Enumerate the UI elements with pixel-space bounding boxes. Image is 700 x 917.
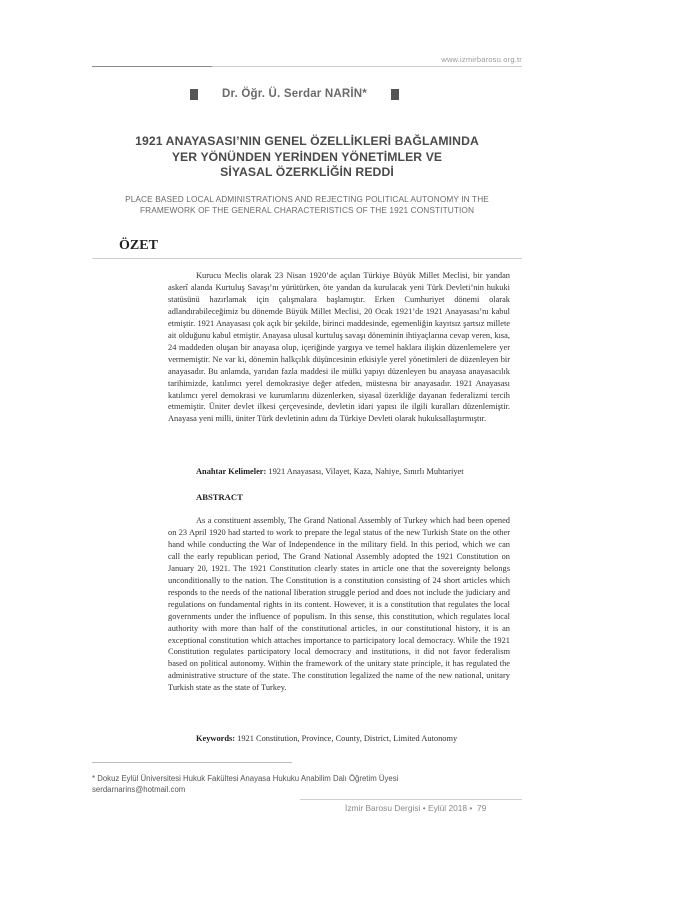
article-title xyxy=(92,134,522,181)
subtitle-line-2: FRAMEWORK OF THE GENERAL CHARACTERISTICS OF THE 1921 CONSTITUTION xyxy=(139,205,475,215)
title-line-3: SİYASAL ÖZERKLİĞİN REDDİ xyxy=(220,165,394,179)
left-square-icon xyxy=(190,89,198,100)
subtitle-line-1: PLACE BASED LOCAL ADMINISTRATIONS AND REJECTING POLITICAL AUTONOMY IN THE xyxy=(125,194,489,204)
abstract-paragraph xyxy=(168,515,510,694)
abstract-keywords xyxy=(196,734,457,743)
footnote-affiliation: * Dokuz Eylül Üniversitesi Hukuk Fakültesi Anayasa Hukuku Anabilim Dalı Öğretim Üyesi xyxy=(92,774,399,783)
header-rule-accent xyxy=(92,66,212,67)
ozet-heading: ÖZET xyxy=(119,238,158,253)
author-row xyxy=(190,87,399,101)
abstract-heading: ABSTRACT xyxy=(196,492,243,502)
page-number: 79 xyxy=(477,803,487,813)
footer-rule xyxy=(300,799,522,800)
abstract-body: As a constituent assembly, The Grand National Assembly of Turkey which had been opened on 23 April 1920 had started to work to prepare the legal status of the new Turkish State on the other hand while conducting the War of Independence in the military field. In this period, which we can call the early republican period, The Grand National Assembly adopted the 1921 Constitution on January 20, 1921. The 1921 Constitution clearly states in article one that the sovereignty belongs unconditionally to the nation. The Constitution is a constitution consisting of 24 short articles which responds to the needs of the national liberation struggle period and does not include the judiciary and regulations on fundamental rights in its content. However, it is a constitution that regulates the local governments under the influence of populism. In this sense, this constitution, which regulates local authority with more than half of the constitutional articles, in our constitutional history, it is an exceptional constitution which attaches importance to participatory local democracy. While the 1921 Constitution regulates participatory local democracy and institutions, it did not favor federalism based on political autonomy. Within the framework of the unitary state principle, it has regulated the administrative structure of the state. The constitution legalized the name of the new national, unitary Turkish state as the state of Turkey. xyxy=(168,516,510,693)
footnote-rule xyxy=(92,762,292,763)
ozet-keywords xyxy=(196,467,464,476)
right-square-icon xyxy=(391,89,399,100)
title-line-2: YER YÖNÜNDEN YERİNDEN YÖNETİMLER VE xyxy=(171,149,443,164)
abstract-keywords-label: Keywords: xyxy=(196,734,236,743)
ozet-rule xyxy=(92,258,522,259)
ozet-body: Kurucu Meclis olarak 23 Nisan 1920’de açılan Türkiye Büyük Millet Meclisi, bir yandan askerî alanda Kurtuluş Savaşı’nı yürütürken, öte yandan da kurulacak yeni Türk Devleti’nin hukuki statüsünü hazırlamak için çalışmalara başlamıştır. Erken Cumhuriyet dönemi olarak adlandırabileceğimiz bu dönemde Büyük Millet Meclisi, 20 Ocak 1921’de 1921 Anayasası’nı kabul etmiştir. 1921 Anayasası çok açık bir şekilde, birinci maddesinde, egemenliğin kayıtsız şartsız millete ait olduğunu kabul etmiştir. Anayasa ulusal kurtuluş savaşı döneminin ihtiyaçlarına cevap veren, kısa, 24 maddeden oluşan bir anayasa olup, içeriğinde yargıya ve temel haklara ilişkin düzenlemelere yer vermemiştir. Ne var ki, dönemin halkçılık düşüncesinin etkisiyle yerel yönetimleri de düzenleyen bir anayasadır. Bu anlamda, yarıdan fazla maddesi ile mülki yapıyı düzenleyen bu anayasa anayasacılık tarihimizde, katılımcı yerel demokrasiye değer atfeden, müstesna bir anayasadır. 1921 Anayasası katılımcı yerel demokrasi ve kurumlarını düzenlerken, siyasal özerkliğe dayanan federalizmi tercih etmemiştir. Üniter devlet ilkesi çerçevesinde, devletin idari yapısı ile ilgili kuralları düzenlemiştir. Anayasa yeni milli, üniter Türk devletinin adını da Türkiye Devleti olarak hukuksallaştırmıştır. xyxy=(168,271,510,424)
ozet-keywords-label: Anahtar Kelimeler: xyxy=(196,467,267,476)
ozet-paragraph xyxy=(168,270,510,425)
author-name: Dr. Öğr. Ü. Serdar NARİN* xyxy=(222,88,367,100)
ozet-keywords-text: 1921 Anayasası, Vilayet, Kaza, Nahiye, Sınırlı Muhtariyet xyxy=(266,467,464,476)
abstract-keywords-text: 1921 Constitution, Province, County, District, Limited Autonomy xyxy=(235,734,458,743)
title-line-1: 1921 ANAYASASI’NIN GENEL ÖZELLİKLERİ BAĞLAMINDA xyxy=(135,134,479,148)
article-subtitle xyxy=(92,194,522,216)
header-url: www.izmirbarosu.org.tr xyxy=(441,55,522,64)
footer-journal: İzmir Barosu Dergisi • Eylül 2018 • xyxy=(345,803,473,813)
footnote xyxy=(92,773,398,795)
footnote-email: serdarnarins@hotmail.com xyxy=(92,785,186,794)
page-footer xyxy=(345,803,486,813)
